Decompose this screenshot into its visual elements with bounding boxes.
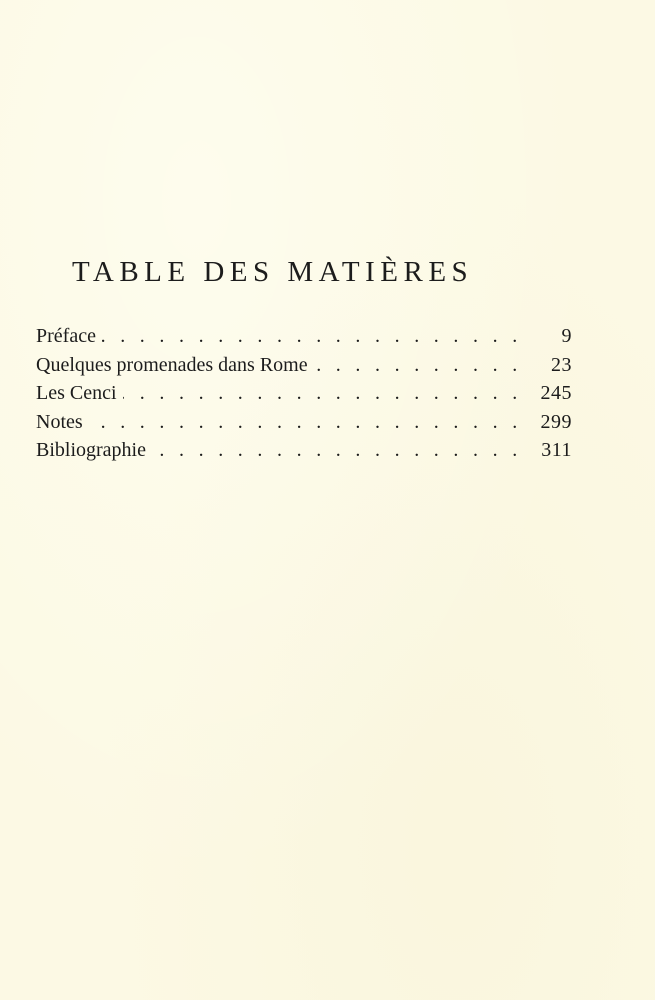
toc-entry-label: Préface: [36, 325, 96, 347]
page-title: TABLE DES MATIÈRES: [72, 256, 474, 288]
dot-leader: [102, 322, 522, 351]
dot-leader: [123, 379, 522, 408]
toc-entry-page-number: 9: [561, 325, 572, 347]
table-of-contents: [36, 322, 572, 465]
dot-leader: [89, 408, 522, 437]
toc-entry-bibliographie: [36, 436, 572, 465]
dot-leader: [152, 436, 522, 465]
toc-entry-label: Notes: [36, 410, 83, 433]
toc-entry-promenades: [36, 351, 572, 380]
dot-leader: [314, 351, 522, 380]
toc-entry-label: Les Cenci: [36, 382, 117, 404]
toc-entry-page-number: 245: [540, 382, 572, 404]
toc-entry-page-number: 299: [540, 410, 572, 433]
toc-entry-cenci: [36, 379, 572, 408]
toc-entry-notes: [36, 408, 572, 437]
toc-entry-page-number: 23: [551, 353, 572, 376]
toc-entry-label: Quelques promenades dans Rome: [36, 353, 308, 376]
toc-entry-label: Bibliographie: [36, 439, 146, 461]
toc-entry-preface: [36, 322, 572, 351]
toc-entry-page-number: 311: [541, 439, 572, 461]
